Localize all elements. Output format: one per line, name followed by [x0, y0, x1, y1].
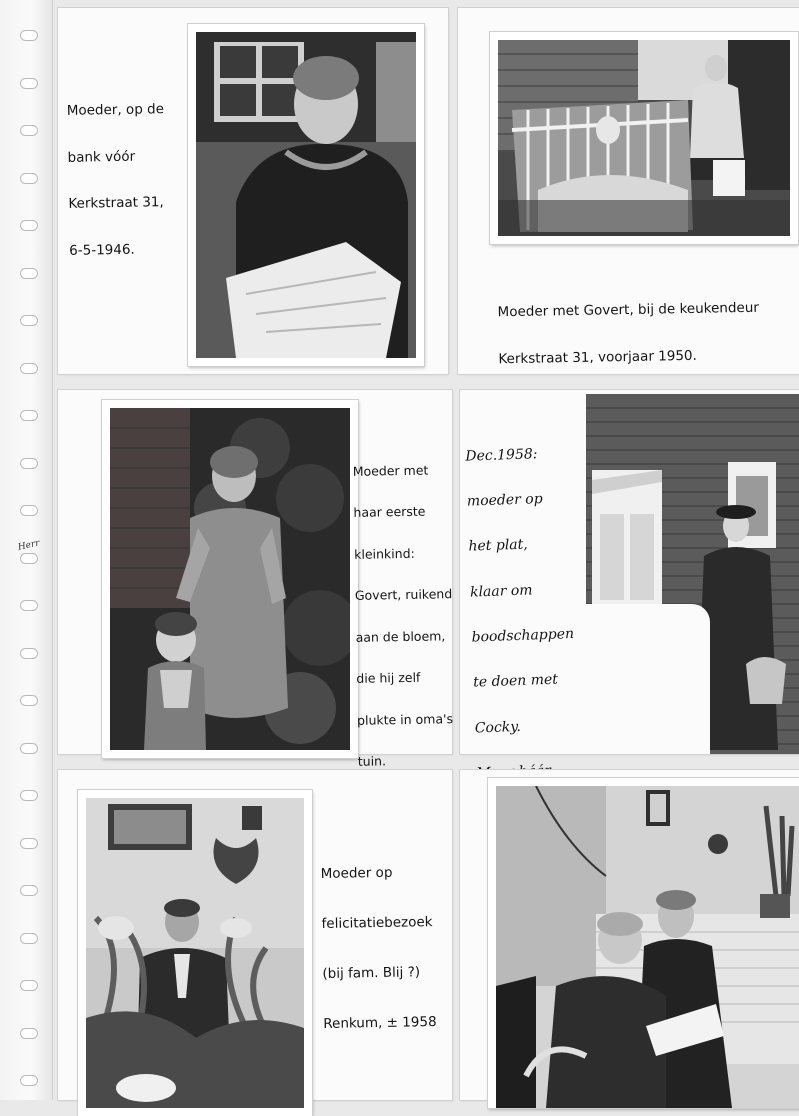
caption-line: haar eerste	[353, 503, 426, 521]
caption-line: felicitatiebezoek	[321, 913, 433, 932]
photo-moeder-felicitatiebezoek	[78, 790, 312, 1116]
photo-moeder-on-bench	[188, 24, 424, 366]
caption-line: plukte in oma's	[356, 710, 454, 728]
punch-hole	[20, 458, 38, 469]
caption-line: bank vóór	[67, 148, 136, 166]
caption-line: het plat,	[468, 536, 528, 555]
punch-hole	[20, 743, 38, 754]
caption-line: te doen met	[472, 671, 559, 691]
caption-line: boodschappen	[471, 626, 575, 646]
punch-hole	[20, 220, 38, 231]
caption-line: Moeder met	[352, 462, 429, 479]
punch-hole	[20, 363, 38, 374]
photo-moeder-govert-keukendeur	[490, 32, 798, 244]
caption-line: Renkum, ± 1958	[323, 1013, 437, 1032]
punch-hole	[20, 173, 38, 184]
caption-line: tuin.	[357, 753, 387, 770]
caption-line: Govert, ruikend	[354, 586, 453, 604]
punch-hole	[20, 410, 38, 421]
punch-hole	[20, 838, 38, 849]
caption-line: Moeder met Govert, bij de keukendeur	[497, 299, 760, 321]
punch-hole	[20, 268, 38, 279]
caption-line: kleinkind:	[354, 545, 415, 562]
caption-line: Cocky.	[474, 718, 522, 737]
punch-hole	[20, 885, 38, 896]
punch-hole	[20, 648, 38, 659]
caption-line: Dec.1958:	[465, 445, 538, 465]
caption-line: Kerkstraat 31, voorjaar 1950.	[498, 347, 697, 367]
caption-line: Moeder op	[320, 864, 393, 882]
punch-hole	[20, 933, 38, 944]
punch-hole	[20, 790, 38, 801]
photo-moeder-met-kleinkind	[102, 400, 358, 758]
punch-hole	[20, 1028, 38, 1039]
caption-moeder-bank	[66, 75, 167, 286]
punch-hole	[20, 980, 38, 991]
caption-line: (bij fam. Blij ?)	[322, 964, 421, 982]
punch-hole	[20, 30, 38, 41]
punch-hole	[20, 315, 38, 326]
caption-line: die hij zelf	[356, 669, 421, 687]
punch-hole	[20, 695, 38, 706]
caption-moeder-felicitatiebezoek	[320, 835, 437, 1062]
punch-hole	[20, 505, 38, 516]
caption-line: Moeder, op de	[66, 101, 165, 120]
caption-line: 6-5-1946.	[69, 241, 135, 259]
punch-hole	[20, 78, 38, 89]
caption-line: Kerkstraat 31,	[68, 194, 164, 212]
punch-hole	[20, 1075, 38, 1086]
caption-moeder-govert-keukendeur	[497, 274, 760, 395]
caption-line: klaar om	[469, 582, 533, 601]
caption-line: moeder op	[466, 491, 543, 510]
caption-line: aan de bloem,	[355, 628, 446, 645]
punch-hole	[20, 600, 38, 611]
sleeve-handwritten-mark: Herr	[17, 538, 41, 553]
photo-moeder-leest-voor	[488, 778, 799, 1108]
punch-hole	[20, 125, 38, 136]
